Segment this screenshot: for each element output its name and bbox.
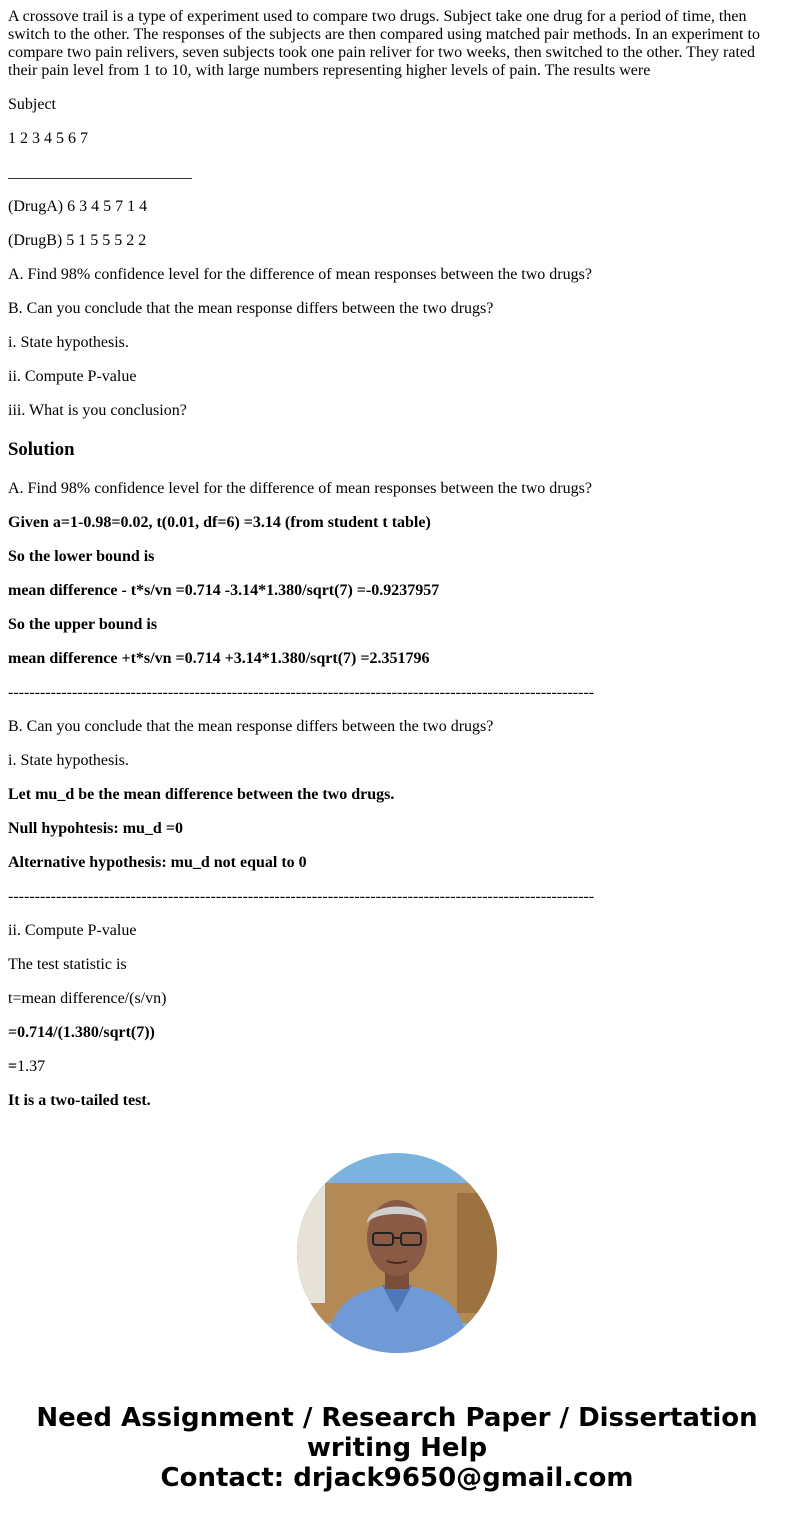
subject-numbers: 1 2 3 4 5 6 7 — [8, 130, 88, 147]
footer-line-2: writing Help — [306, 1433, 488, 1463]
solution-part-b: B. Can you conclude that the mean response differs between the two drugs? — [8, 718, 494, 735]
t-formula: t=mean difference/(s/vn) — [8, 990, 167, 1007]
footer-contact: Contact: drjack9650@gmail.com — [160, 1463, 634, 1493]
drug-b-row: (DrugB) 5 1 5 5 5 2 2 — [8, 232, 147, 249]
two-tailed-note: It is a two-tailed test. — [8, 1092, 151, 1109]
author-avatar — [297, 1153, 497, 1353]
null-hypothesis: Null hypohtesis: mu_d =0 — [8, 820, 183, 837]
question-part-b: B. Can you conclude that the mean response differs between the two drugs? — [8, 300, 494, 317]
t-calculation: =0.714/(1.380/sqrt(7)) — [8, 1024, 155, 1041]
question-intro: A crossove trail is a type of experiment used to compare two drugs. Subject take one drug for a period of time, then switch to the other. The responses of the subjects are then compared using matched pair methods. In an experiment to compare two pain relivers, seven subjects took one pain reliver for two weeks, then switched to the other. They rated their pain level from 1 to 10, with large numbers representing higher levels of pain. The results were — [8, 8, 760, 79]
separator-line-2: -------------------------------------------------------------------------------------------------------------- — [8, 888, 595, 905]
t-value: 1.37 — [17, 1058, 46, 1075]
upper-bound-formula: mean difference +t*s/vn =0.714 +3.14*1.380/sqrt(7) =2.351796 — [8, 650, 430, 667]
author-portrait-image — [297, 1153, 497, 1353]
separator-line: -------------------------------------------------------------------------------------------------------------- — [8, 684, 595, 701]
lower-bound-formula: mean difference - t*s/vn =0.714 -3.14*1.380/sqrt(7) =-0.9237957 — [8, 582, 440, 599]
t-value-line — [8, 1058, 778, 1076]
lower-bound-label: So the lower bound is — [8, 548, 155, 565]
alternative-hypothesis: Alternative hypothesis: mu_d not equal to 0 — [8, 854, 307, 871]
question-part-b-i: i. State hypothesis. — [8, 334, 129, 351]
page-content — [8, 8, 778, 1110]
t-equals-sign: = — [8, 1058, 18, 1075]
question-part-b-iii: iii. What is you conclusion? — [8, 402, 187, 419]
footer-line-1: Need Assignment / Research Paper / Dissertation — [36, 1403, 758, 1433]
solution-given: Given a=1-0.98=0.02, t(0.01, df=6) =3.14 (from student t table) — [8, 514, 431, 531]
table-underline: _______________________ — [8, 164, 192, 181]
question-part-b-ii: ii. Compute P-value — [8, 368, 137, 385]
solution-part-a: A. Find 98% confidence level for the difference of mean responses between the two drugs? — [8, 480, 592, 497]
footer-banner — [0, 1403, 794, 1493]
solution-heading: Solution — [8, 439, 75, 460]
hypothesis-definition: Let mu_d be the mean difference between the two drugs. — [8, 786, 395, 803]
upper-bound-label: So the upper bound is — [8, 616, 158, 633]
test-statistic-label: The test statistic is — [8, 956, 127, 973]
drug-a-row: (DrugA) 6 3 4 5 7 1 4 — [8, 198, 148, 215]
solution-part-b-i: i. State hypothesis. — [8, 752, 129, 769]
question-part-a: A. Find 98% confidence level for the difference of mean responses between the two drugs? — [8, 266, 592, 283]
subject-label: Subject — [8, 96, 56, 113]
solution-part-b-ii: ii. Compute P-value — [8, 922, 137, 939]
